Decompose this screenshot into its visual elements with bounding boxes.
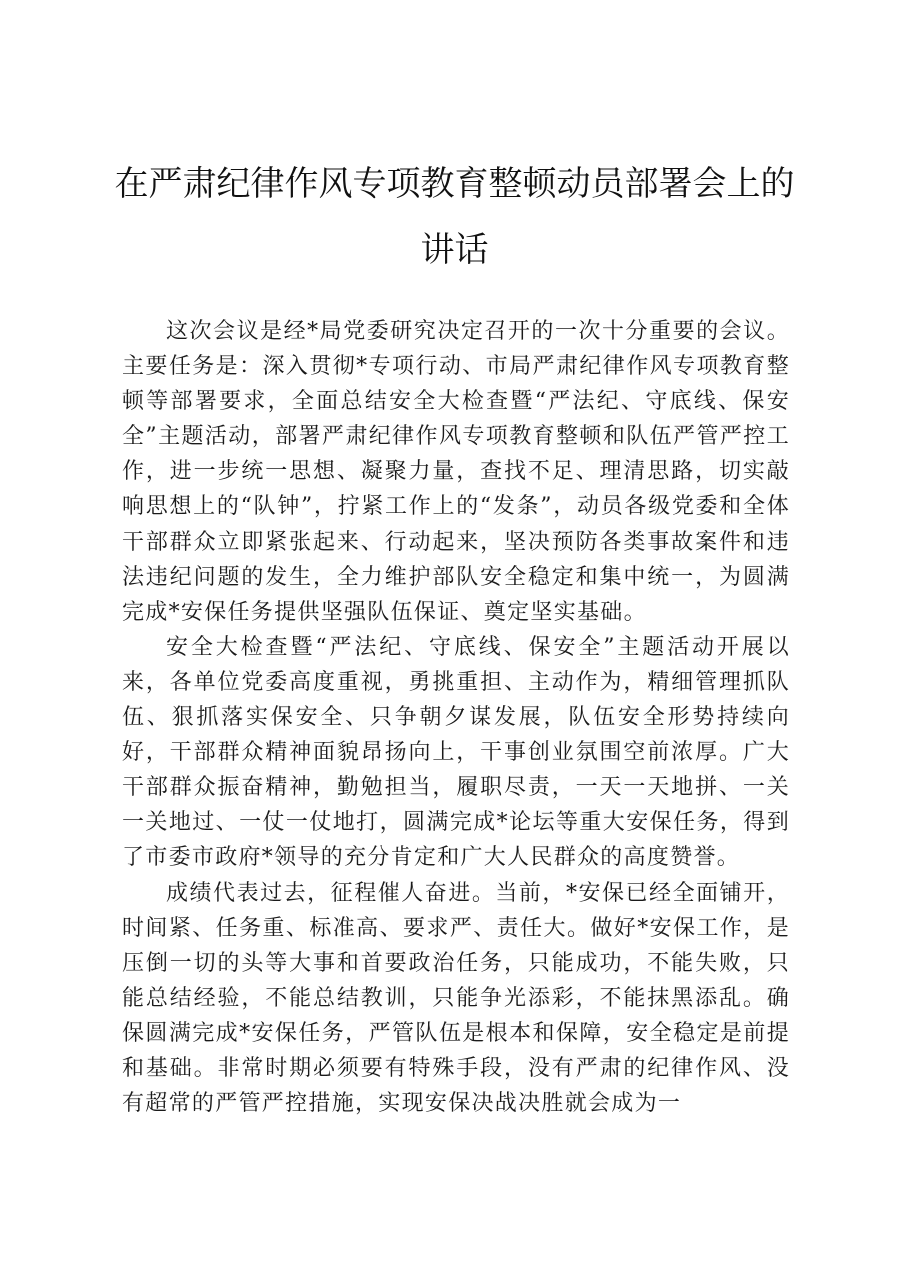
paragraph-2: 安全大检查暨“严法纪、守底线、保安全”主题活动开展以来，各单位党委高度重视，勇挑重担、主动作为，精细管理抓队伍、狠抓落实保安全、只争朝夕谋发展，队伍安全形势持续向好，干部群众精神面貌昂扬向上，干事创业氛围空前浓厚。广大干部群众振奋精神，勤勉担当，履职尽责，一天一天地拼、一关一关地过、一仗一仗地打，圆满完成*论坛等重大安保任务，得到了市委市政府*领导的充分肯定和广大人民群众的高度赞誉。 (122, 634, 790, 871)
document-title-line-1: 在严肃纪律作风专项教育整顿动员部署会上的 (114, 164, 795, 204)
paragraph-3: 成绩代表过去，征程催人奋进。当前，*安保已经全面铺开，时间紧、任务重、标准高、要求严、责任大。做好*安保工作，是压倒一切的头等大事和首要政治任务，只能成功，不能失败，只能总结经验，不能总结教训，只能争光添彩，不能抹黑添乱。确保圆满完成*安保任务，严管队伍是根本和保障，安全稳定是前提和基础。非常时期必须要有特殊手段，没有严肃的纪律作风、没有超常的严管严控措施，实现安保决战决胜就会成为一 (122, 880, 790, 1117)
paragraph-1: 这次会议是经*局党委研究决定召开的一次十分重要的会议。主要任务是：深入贯彻*专项行动、市局严肃纪律作风专项教育整顿等部署要求，全面总结安全大检查暨“严法纪、守底线、保安全”主题活动，部署严肃纪律作风专项教育整顿和队伍严管严控工作，进一步统一思想、凝聚力量，查找不足、理清思路，切实敲响思想上的“队钟”，拧紧工作上的“发条”，动员各级党委和全体干部群众立即紧张起来、行动起来，坚决预防各类事故案件和违法违纪问题的发生，全力维护部队安全稳定和集中统一，为圆满完成*安保任务提供坚强队伍保证、奠定坚实基础。 (122, 319, 790, 625)
document-title-line-2: 讲话 (420, 230, 489, 270)
document-body (122, 314, 790, 1121)
